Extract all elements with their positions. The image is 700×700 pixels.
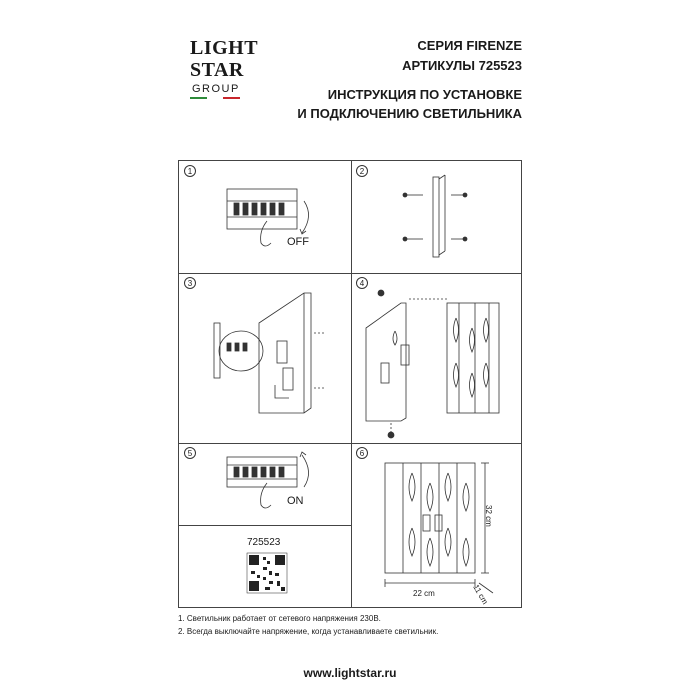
note-2: 2. Всегда выключайте напряжение, когда устанавливаете светильник. bbox=[178, 627, 439, 636]
on-label: ON bbox=[287, 495, 304, 507]
step-6-panel bbox=[351, 443, 521, 607]
website-url: www.lightstar.ru bbox=[303, 666, 397, 680]
brand-logo bbox=[190, 37, 259, 108]
dimensions-illustration bbox=[351, 443, 521, 607]
logo-line-2: STAR bbox=[190, 59, 244, 81]
doc-title-line-1: ИНСТРУКЦИЯ ПО УСТАНОВКЕ bbox=[327, 87, 522, 102]
note-1: 1. Светильник работает от сетевого напряжения 230В. bbox=[178, 614, 381, 623]
breaker-off-illustration bbox=[179, 161, 351, 273]
mounting-plate-screws-illustration bbox=[351, 161, 521, 273]
step-number: 5 bbox=[184, 447, 196, 459]
step-1-panel bbox=[179, 161, 351, 273]
doc-title-line-2: И ПОДКЛЮЧЕНИЮ СВЕТИЛЬНИКА bbox=[297, 106, 522, 121]
article-qr-panel bbox=[179, 525, 351, 607]
step-5-panel bbox=[179, 443, 351, 525]
logo-line-3: GROUP bbox=[192, 83, 240, 95]
article-code: 725523 bbox=[247, 537, 281, 548]
step-number: 3 bbox=[184, 277, 196, 289]
step-4-panel bbox=[351, 273, 521, 443]
wiring-connection-illustration bbox=[179, 273, 351, 443]
logo-line-1: LIGHT bbox=[190, 37, 259, 59]
step-3-panel bbox=[179, 273, 351, 443]
series-name: СЕРИЯ FIRENZE bbox=[417, 38, 522, 53]
height-dimension: 32 cm bbox=[484, 505, 493, 527]
step-number: 4 bbox=[356, 277, 368, 289]
step-number: 6 bbox=[356, 447, 368, 459]
step-number: 2 bbox=[356, 165, 368, 177]
italian-flag-stripe bbox=[190, 97, 240, 99]
instruction-grid bbox=[178, 160, 522, 608]
breaker-on-illustration bbox=[179, 443, 351, 525]
qr-code-icon bbox=[179, 525, 351, 607]
depth-dimension: 11 cm bbox=[471, 583, 490, 606]
width-dimension: 22 cm bbox=[413, 589, 435, 598]
off-label: OFF bbox=[287, 236, 309, 248]
notes bbox=[178, 612, 438, 638]
step-2-panel bbox=[351, 161, 521, 273]
article-numbers: АРТИКУЛЫ 725523 bbox=[402, 58, 522, 73]
shade-assembly-illustration bbox=[351, 273, 521, 443]
step-number: 1 bbox=[184, 165, 196, 177]
